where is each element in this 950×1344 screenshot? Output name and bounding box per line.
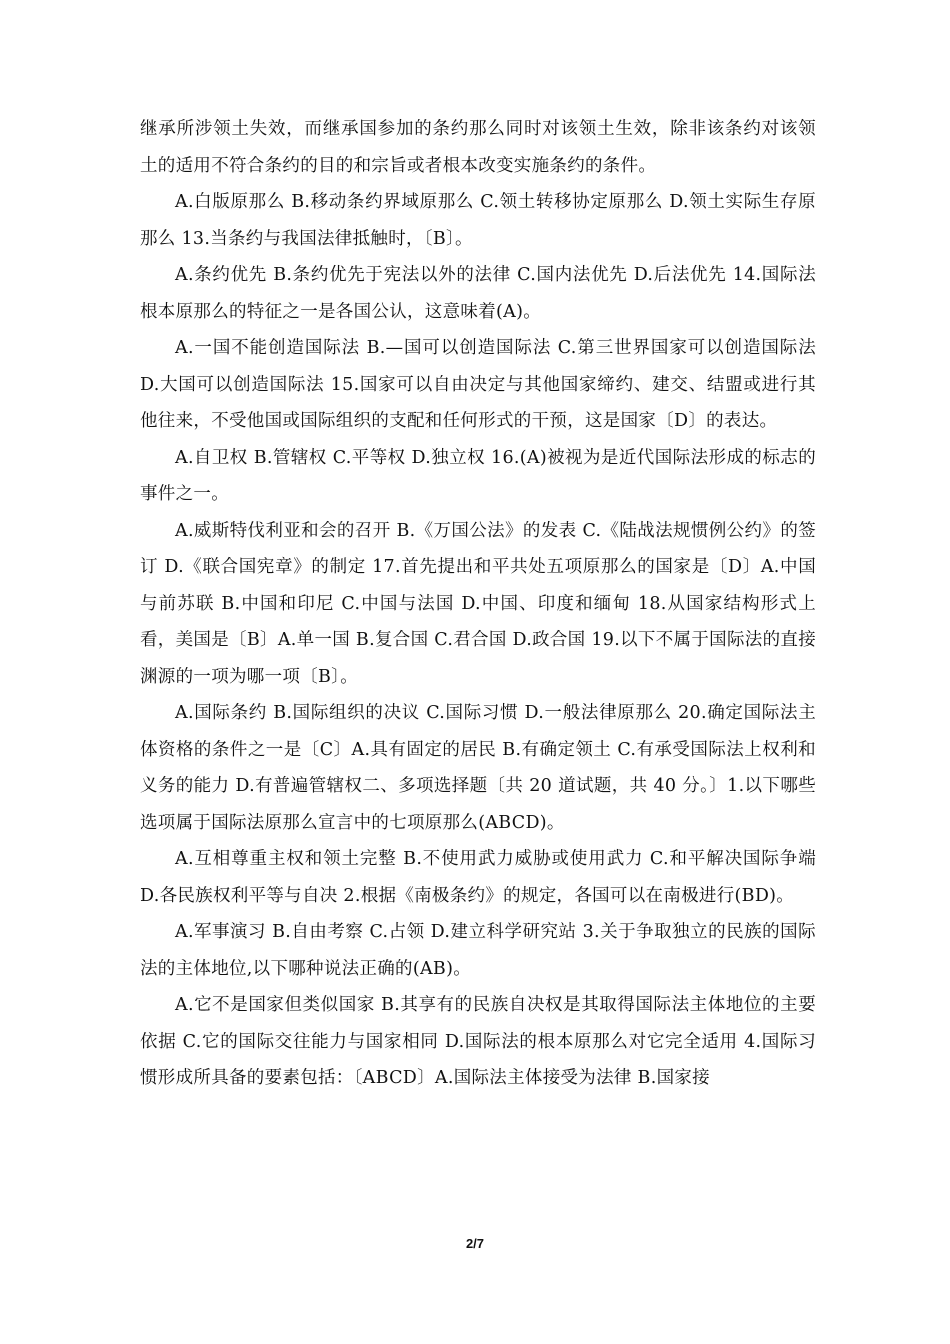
paragraph-2: A.白版原那么 B.移动条约界域原那么 C.领土转移协定原那么 D.领土实际生存原那么 13.当条约与我国法律抵触时，〔B〕。	[140, 192, 816, 249]
document-body	[140, 111, 816, 1097]
paragraph-6: A.威斯特伐利亚和会的召开 B.《万国公法》的发表 C.《陆战法规惯例公约》的签订 D.《联合国宪章》的制定 17.首先提出和平共处五项原那么的国家是〔D〕A.中国与前苏联 B.中国和印尼 C.中国与法国 D.中国、印度和缅甸 18.从国家结构形式上看，美国是〔B〕A.单一国 B.复合国 C.君合国 D.政合国 19.以下不属于国际法的直接渊源的一项为哪一项〔B〕。	[140, 520, 816, 687]
paragraph-10: A.它不是国家但类似国家 B.其享有的民族自决权是其取得国际法主体地位的主要依据 C.它的国际交往能力与国家相同 D.国际法的根本原那么对它完全适用 4.国际习惯形成所具备的要素包括：〔ABCD〕A.国际法主体接受为法律 B.国家接	[140, 995, 816, 1088]
paragraph-4: A.一国不能创造国际法 B.—国可以创造国际法 C.第三世界国家可以创造国际法 D.大国可以创造国际法 15.国家可以自由决定与其他国家缔约、建交、结盟或进行其他往来，不受他国或国际组织的支配和任何形式的干预，这是国家〔D〕的表达。	[140, 338, 816, 431]
paragraph-8: A.互相尊重主权和领土完整 B.不使用武力威胁或使用武力 C.和平解决国际争端 D.各民族权利平等与自决 2.根据《南极条约》的规定，各国可以在南极进行(BD)。	[140, 849, 816, 906]
paragraph-3: A.条约优先 B.条约优先于宪法以外的法律 C.国内法优先 D.后法优先 14.国际法根本原那么的特征之一是各国公认，这意味着(A)。	[140, 265, 816, 322]
page-number: 2/7	[465, 1236, 485, 1251]
paragraph-9: A.军事演习 B.自由考察 C.占领 D.建立科学研究站 3.关于争取独立的民族的国际法的主体地位,以下哪种说法正确的(AB)。	[140, 922, 816, 979]
paragraph-1: 继承所涉领土失效，而继承国参加的条约那么同时对该领土生效，除非该条约对该领土的适用不符合条约的目的和宗旨或者根本改变实施条约的条件。	[140, 119, 816, 176]
paragraph-5: A.自卫权 B.管辖权 C.平等权 D.独立权 16.(A)被视为是近代国际法形成的标志的事件之一。	[140, 447, 816, 504]
paragraph-7: A.国际条约 B.国际组织的决议 C.国际习惯 D.一般法律原那么 20.确定国际法主体资格的条件之一是〔C〕A.具有固定的居民 B.有确定领土 C.有承受国际法上权利和义务的能力 D.有普遍管辖权二、多项选择题〔共 20 道试题，共 40 分。〕1.以下哪些选项属于国际法原那么宣言中的七项原那么(ABCD)。	[140, 703, 816, 833]
